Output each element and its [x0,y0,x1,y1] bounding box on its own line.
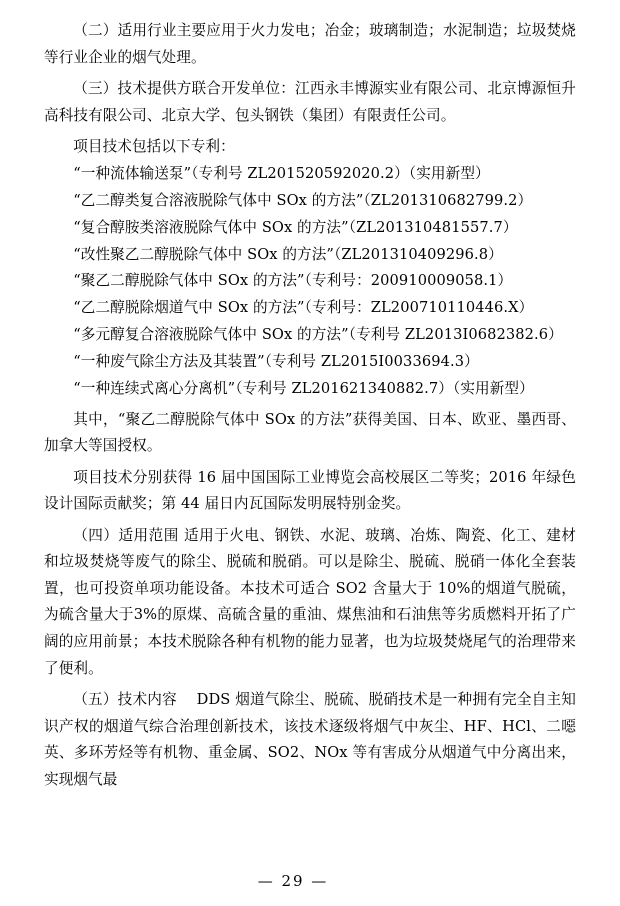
patent-item: “聚乙二醇脱除气体中 SOx 的方法”（专利号：200910009058.1） [73,272,513,290]
paragraph-section-3: （三）技术提供方联合开发单位：江西永丰博源实业有限公司、北京博源恒升高科技有限公司、北京大学、包头钢铁（集团）有限责任公司。 [44,80,576,124]
patent-item: “复合醇胺类溶液脱除气体中 SOx 的方法”（ZL201310481557.7） [73,218,518,236]
patent-item: “多元醇复合溶液脱除气体中 SOx 的方法”（专利号 ZL2013I0682382.6） [73,326,563,344]
paragraph-international-authorization: 其中，“聚乙二醇脱除气体中 SOx 的方法”获得美国、日本、欧亚、墨西哥、加拿大等国授权。 [44,410,576,455]
page-number: — 29 — [257,872,329,890]
patent-item: “改性聚乙二醇脱除气体中 SOx 的方法”（ZL201310409296.8） [73,245,503,263]
paragraph-awards: 项目技术分别获得 16 届中国国际工业博览会高校展区二等奖；2016 年绿色设计国际贡献奖；第 44 届日内瓦国际发明展特别金奖。 [44,468,576,513]
patent-item: “一种连续式离心分离机”（专利号 ZL201621340882.7）（实用新型） [73,379,534,397]
paragraph-section-4: （四）适用范围 适用于火电、钢铁、水泥、玻璃、冶炼、陶瓷、化工、建材和垃圾焚烧等废气的除尘、脱硫和脱硝。可以是除尘、脱硫、脱硝一体化全套装置，也可投资单项功能设备。本技术可适合 SO2 含量大于 10%的烟道气脱硫，为硫含量大于3%的原煤、高硫含量的重油、煤焦油和石油焦等劣质燃料开拓了广阔的应用前景；本技术脱除各种有机物的能力显著，也为垃圾焚烧尾气的治理带来了便利。 [44,526,576,677]
page-footer [0,872,620,890]
patent-item: “乙二醇类复合溶液脱除气体中 SOx 的方法”（ZL201310682799.2） [73,191,533,209]
paragraph-section-5: （五）技术内容 DDS 烟道气除尘、脱硫、脱硝技术是一种拥有完全自主知识产权的烟道气综合治理创新技术，该技术逐级将烟气中灰尘、HF、HCl、二噁英、多环芳烃等有机物、重金属、SO2、NOx 等有害成分从烟道气中分离出来，实现烟气最 [44,691,576,788]
paragraph-section-2: （二）适用行业主要应用于火力发电；冶金；玻璃制造；水泥制造；垃圾焚烧等行业企业的烟气处理。 [44,22,576,66]
patent-list-intro: 项目技术包括以下专利： [73,138,235,156]
patent-item: “一种废气除尘方法及其装置”（专利号 ZL2015I0033694.3） [73,352,479,370]
patent-item: “一种流体输送泵”（专利号 ZL201520592020.2）（实用新型） [73,165,490,183]
patent-item: “乙二醇脱除烟道气中 SOx 的方法”（专利号：ZL200710110446.X） [73,299,534,317]
